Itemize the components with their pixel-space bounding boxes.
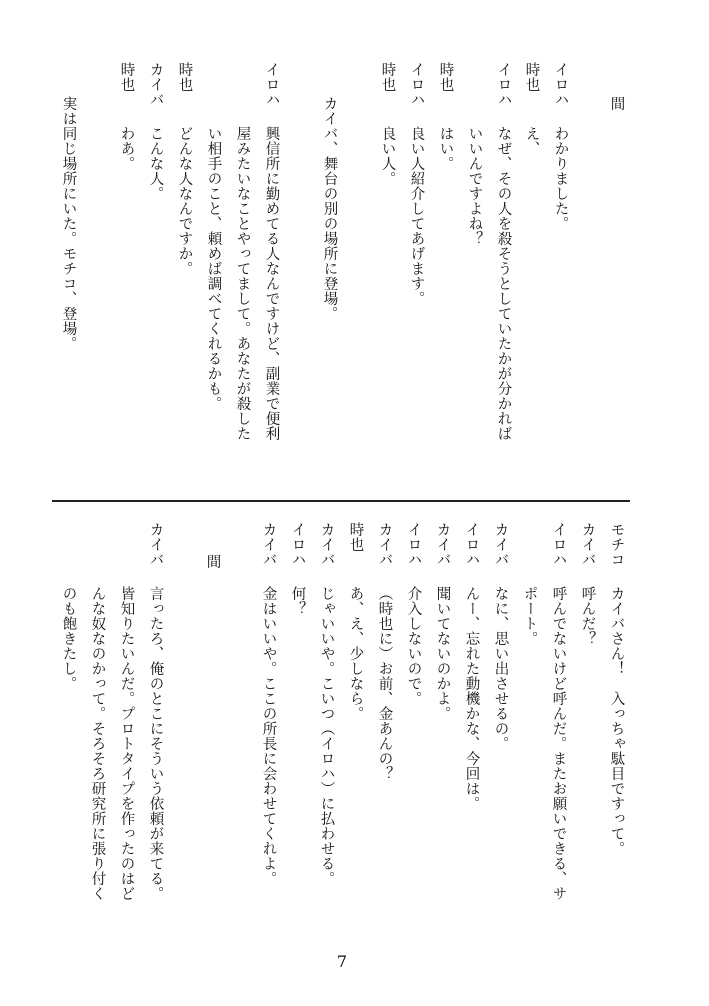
dialogue-line: なに、思い出させるの。 xyxy=(492,586,509,751)
speaker-name: カイバ xyxy=(492,522,509,567)
speaker-name: 時也 xyxy=(118,62,135,92)
speaker-name: カイバ xyxy=(147,522,164,567)
speaker-name: カイバ xyxy=(434,522,451,567)
speaker-name: イロハ xyxy=(405,522,422,567)
dialogue-continuation: 皆知りたいんだ。プロトタイプを作ったのはど xyxy=(118,586,135,901)
dialogue-line: 金はいいや。ここの所長に会わせてくれよ。 xyxy=(260,586,277,886)
dialogue-line: 良い人。 xyxy=(379,126,396,186)
dialogue-line: 呼んでないけど呼んだ。またお願いできる、サ xyxy=(550,586,567,901)
speaker-name: カイバ xyxy=(147,62,164,107)
dialogue-line: わあ。 xyxy=(118,126,135,171)
dialogue-line: んー、忘れた動機かな、今回は。 xyxy=(463,586,480,811)
stage-direction-pause: 間 xyxy=(204,554,221,569)
dialogue-line: なぜ、その人を殺そうとしていたかが分かれば xyxy=(495,126,512,441)
speaker-name: 時也 xyxy=(523,62,540,92)
speaker-name: カイバ xyxy=(318,522,335,567)
dialogue-line: 介入しないので。 xyxy=(405,586,422,706)
dialogue-line: 興信所に勤めてる人なんですけど、副業で便利 xyxy=(263,126,280,441)
dialogue-line: あ、え、少しなら。 xyxy=(347,586,364,721)
speaker-name: カイバ xyxy=(260,522,277,567)
dialogue-line: 何？ xyxy=(289,586,306,616)
speaker-name: イロハ xyxy=(463,522,480,567)
dialogue-line: わかりました。 xyxy=(552,126,569,231)
speaker-name: 時也 xyxy=(379,62,396,92)
section-divider xyxy=(52,500,630,502)
dialogue-continuation: いいんですよね？ xyxy=(466,126,483,246)
dialogue-line: カイバさん！ 入っちゃ駄目ですって。 xyxy=(608,586,625,856)
dialogue-line: 良い人紹介してあげます。 xyxy=(408,126,425,306)
speaker-name: 時也 xyxy=(347,522,364,552)
dialogue-line: え、 xyxy=(523,126,540,156)
dialogue-line: はい。 xyxy=(437,126,454,171)
dialogue-continuation: のも飽きたし。 xyxy=(60,586,77,691)
speaker-name: カイバ xyxy=(579,522,596,567)
speaker-name: カイバ xyxy=(376,522,393,567)
stage-direction: カイバ、舞台の別の場所に登場。 xyxy=(321,96,338,321)
dialogue-line: こんな人。 xyxy=(147,126,164,201)
stage-direction: 実は同じ場所にいた。モチコ、登場。 xyxy=(60,96,77,351)
dialogue-line: 呼んだ？ xyxy=(579,586,596,646)
speaker-name: イロハ xyxy=(550,522,567,567)
speaker-name: モチコ xyxy=(608,522,625,567)
dialogue-continuation: んな奴なのかって。そろそろ研究所に張り付く xyxy=(89,586,106,901)
dialogue-continuation: 屋みたいなことやってまして。あなたが殺した xyxy=(234,126,251,441)
speaker-name: 時也 xyxy=(437,62,454,92)
dialogue-continuation: い相手のこと、頼めば調べてくれるかも。 xyxy=(205,126,222,411)
stage-direction-pause: 間 xyxy=(608,96,625,111)
dialogue-line: 言ったろ、俺のとこにそういう依頼が来てる。 xyxy=(147,586,164,901)
dialogue-line: 聞いてないのかよ。 xyxy=(434,586,451,721)
speaker-name: イロハ xyxy=(263,62,280,107)
speaker-name: イロハ xyxy=(408,62,425,107)
dialogue-line: どんな人なんですか。 xyxy=(176,126,193,276)
speaker-name: イロハ xyxy=(552,62,569,107)
speaker-name: イロハ xyxy=(495,62,512,107)
dialogue-line: じゃいいや。こいつ（イロハ）に払わせる。 xyxy=(318,586,335,886)
dialogue-line: （時也に）お前、金あんの？ xyxy=(376,586,393,781)
page-number: 7 xyxy=(336,952,348,971)
speaker-name: イロハ xyxy=(289,522,306,567)
speaker-name: 時也 xyxy=(176,62,193,92)
dialogue-continuation: ポート。 xyxy=(521,586,538,646)
